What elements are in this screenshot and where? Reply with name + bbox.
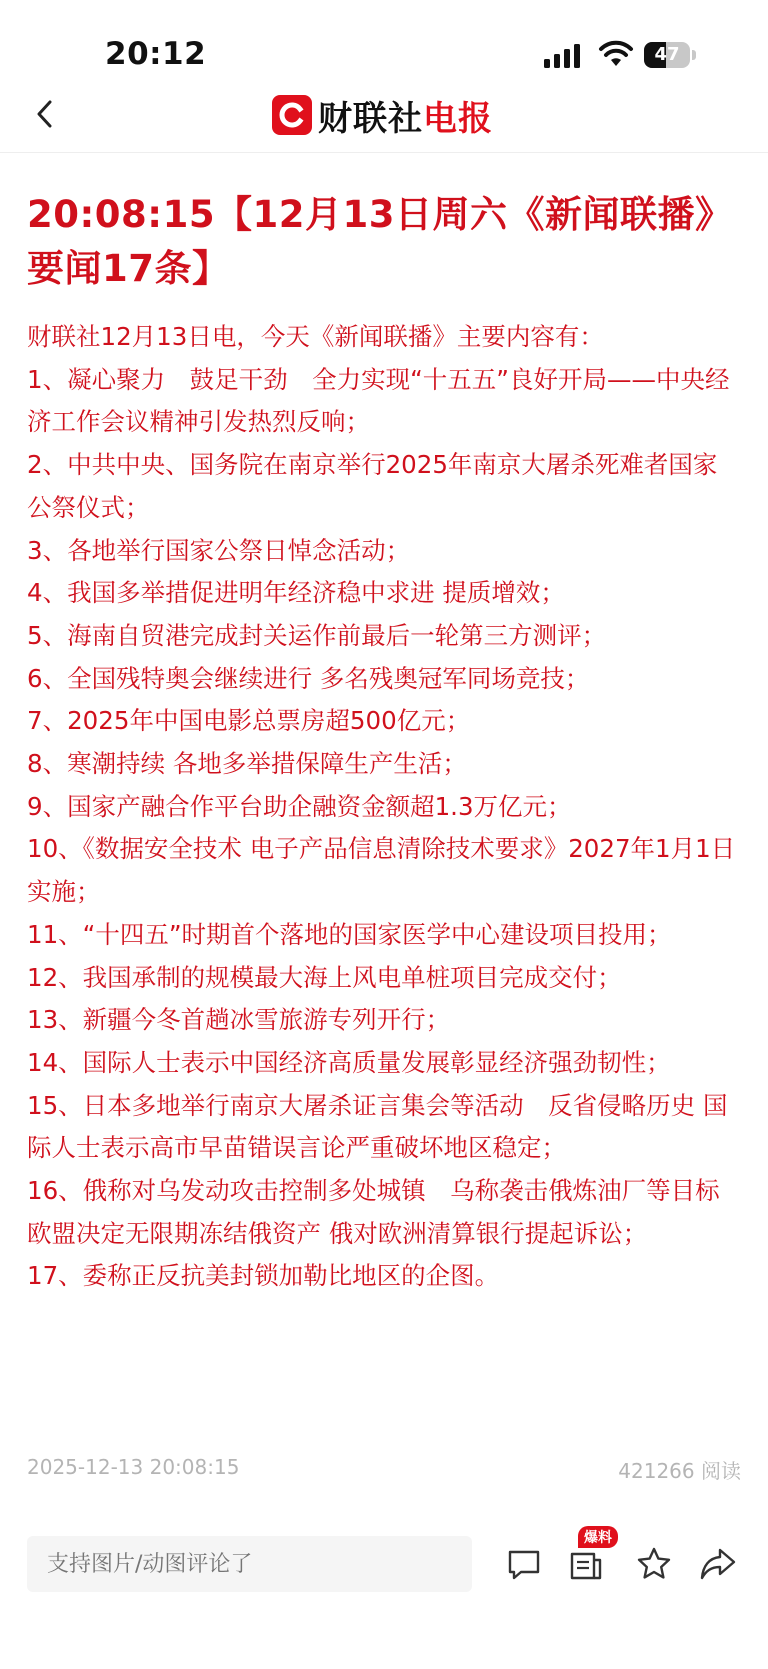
article-paragraph: 10、《数据安全技术 电子产品信息清除技术要求》2027年1月1日实施； [27, 834, 736, 907]
article-paragraph: 13、新疆今冬首趟冰雪旅游专列开行； [27, 1005, 451, 1035]
status-time: 20:12 [105, 36, 207, 72]
read-count: 421266 阅读 [618, 1459, 741, 1483]
battery-tip [692, 50, 696, 60]
article-paragraph: 12、我国承制的规模最大海上风电单桩项目完成交付； [27, 962, 622, 992]
article-paragraph: 17、委称正反抗美封锁加勒比地区的企图。 [27, 1261, 500, 1291]
article-body [27, 316, 741, 1298]
article-paragraph: 8、寒潮持续 各地多举措保障生产生活； [27, 749, 467, 779]
battery-level: 47 [654, 44, 680, 65]
app-logo [272, 92, 493, 138]
comment-icon[interactable] [504, 1544, 544, 1584]
article-paragraph: 16、俄称对乌发动攻击控制多处城镇 乌称袭击俄炼油厂等目标 欧盟决定无限期冻结俄资产 俄对欧洲清算银行提起诉讼； [27, 1176, 720, 1248]
article-paragraph: 4、我国多举措促进明年经济稳中求进 提质增效； [27, 578, 565, 608]
logo-text-red: 电报 [423, 98, 493, 139]
bottom-action-bar [0, 1530, 768, 1610]
logo-text [318, 91, 493, 140]
nav-bar [0, 80, 768, 153]
article-paragraph: 2、中共中央、国务院在南京举行2025年南京大屠杀死难者国家公祭仪式； [27, 450, 718, 522]
star-icon[interactable] [634, 1544, 674, 1584]
article-paragraph: 11、“十四五”时期首个落地的国家医学中心建设项目投用； [27, 919, 672, 949]
comment-input[interactable] [27, 1536, 472, 1592]
wifi-icon [598, 40, 634, 68]
back-icon[interactable] [30, 94, 60, 134]
logo-text-black: 财联社 [318, 98, 423, 139]
report-badge[interactable]: 爆料 [578, 1526, 618, 1548]
article-paragraph: 14、国际人士表示中国经济高质量发展彰显经济强劲韧性； [27, 1047, 671, 1077]
article-paragraph: 3、各地举行国家公祭日悼念活动； [27, 535, 411, 565]
article-paragraph: 1、凝心聚力 鼓足干劲 全力实现“十五五”良好开局——中央经济工作会议精神引发热烈反响； [27, 364, 730, 437]
signal-icon [544, 44, 584, 68]
article-paragraph: 7、2025年中国电影总票房超500亿元； [27, 706, 471, 736]
article-meta [27, 1455, 741, 1485]
article-paragraph: 财联社12月13日电，今天《新闻联播》主要内容有： [27, 322, 604, 351]
article-paragraph: 5、海南自贸港完成封关运作前最后一轮第三方测评； [27, 620, 607, 650]
article [27, 188, 741, 1298]
article-headline: 20:08:15【12月13日周六《新闻联播》要闻17条】 [27, 193, 733, 290]
article-paragraph: 9、国家产融合作平台助企融资金额超1.3万亿元； [27, 791, 572, 821]
logo-c-icon [272, 95, 312, 135]
article-paragraph: 6、全国残特奥会继续进行 多名残奥冠军同场竞技； [27, 663, 590, 693]
publish-date: 2025-12-13 20:08:15 [27, 1455, 240, 1479]
battery-body [644, 42, 690, 68]
report-icon[interactable] [566, 1544, 606, 1584]
share-icon[interactable] [698, 1544, 738, 1584]
battery-icon [644, 42, 696, 70]
article-paragraph: 15、日本多地举行南京大屠杀证言集会等活动 反省侵略历史 国际人士表示高市早苗错误言论严重破坏地区稳定； [27, 1090, 728, 1163]
